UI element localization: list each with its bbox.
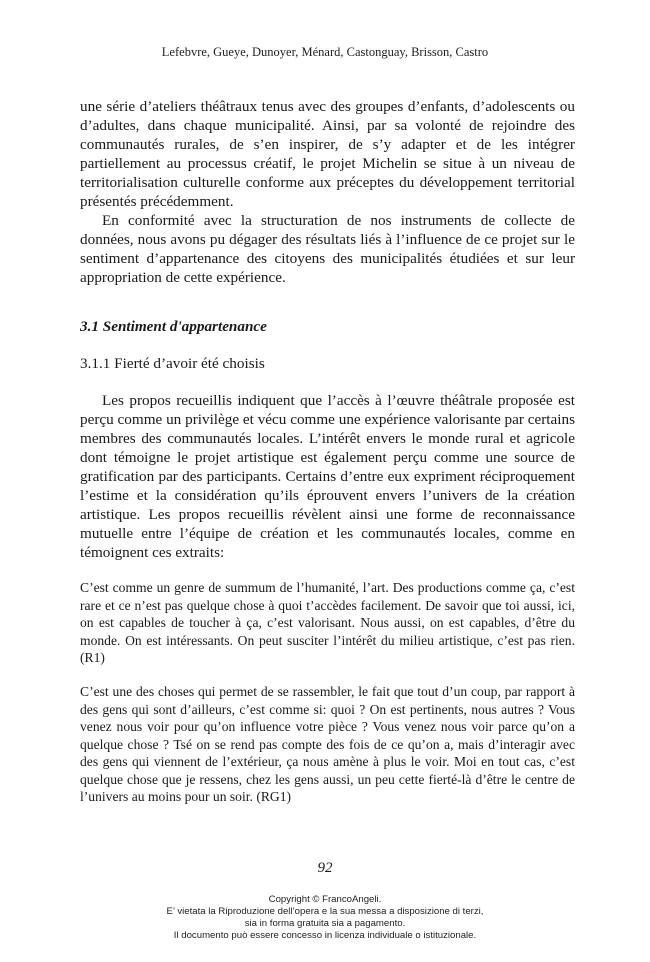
running-header: Lefebvre, Gueye, Dunoyer, Ménard, Castonguay, Brisson, Castro bbox=[161, 45, 489, 59]
intro-text-block bbox=[80, 97, 575, 287]
quote-rg1: C’est une des choses qui permet de se rassembler, le fait que tout d’un coup, par rapport à des gens qui sont d’ailleurs, c’est comme si: quoi ? On est pertinents, nous autres ? Vous venez nous voir pour qu’on influence votre pièce ? Vous venez nous voir parce qu’on a quelque chose ? Tsé on se rend pas compte des fois de ce qu’on a, mais d’interagir avec des gens qui viennent de l’extérieur, ça nous amène à plus le voir. Moi en tout cas, c’est quelque chose que je ressens, chez les gens aussi, un peu cette fierté-là d’être le centre de l’univers au moins pour un soir. (RG1) bbox=[80, 684, 575, 804]
intro-paragraph-2: En conformité avec la structuration de nos instruments de collecte de données, nous avons pu dégager des résultats liés à l’influence de ce projet sur le sentiment d’appartenance des citoyens des municipalités étudiées et sur leur appropriation de cette expérience. bbox=[80, 212, 575, 286]
page-number: 92 bbox=[317, 860, 333, 876]
copyright-line-4: Il documento può essere concesso in licenza individuale o istituzionale. bbox=[173, 930, 477, 941]
copyright-notice bbox=[0, 894, 650, 942]
copyright-line-2: E’ vietata la Riproduzione dell’opera e la sua messa a disposizione di terzi, bbox=[166, 906, 484, 917]
section-heading: 3.1 Sentiment d'appartenance bbox=[80, 318, 267, 335]
copyright-line-3: sia in forma gratuita sia a pagamento. bbox=[244, 918, 406, 929]
subsection-heading: 3.1.1 Fierté d’avoir été choisis bbox=[80, 355, 265, 372]
main-paragraph: Les propos recueillis indiquent que l’accès à l’œuvre théâtrale proposée est perçu comme un privilège et vécu comme une expérience valorisante par certains membres des communautés locales. L’intérêt envers le monde rural et agricole dont témoigne le projet artistique est également perçu comme une source de gratification par des participants. Certains d’entre eux expriment réciproquement l’estime et la considération qu’ils éprouvent envers l’univers de la création artistique. Les propos recueillis révèlent ainsi une forme de reconnaissance mutuelle entre l’équipe de création et les communautés locales, comme en témoignent ces extraits: bbox=[80, 392, 575, 561]
copyright-line-1: Copyright © FrancoAngeli. bbox=[268, 894, 382, 905]
main-text-block bbox=[80, 391, 575, 562]
intro-paragraph-1: une série d’ateliers théâtraux tenus avec des groupes d’enfants, d’adolescents ou d’adultes, dans chaque municipalité. Ainsi, par sa volonté de rejoindre des communautés rurales, de s’en inspirer, de s’y adapter et de les intégrer partiellement au processus créatif, le projet Michelin se situe à un niveau de territorialisation culturelle conforme aux préceptes du développement territorial présentés précédemment. bbox=[80, 98, 575, 210]
quote-r1: C’est comme un genre de summum de l’humanité, l’art. Des productions comme ça, c’est rare et ce n’est pas quelque chose à quoi t’accèdes facilement. De savoir que toi aussi, ici, on est capables de toucher à ça, c’est valorisant. Nous aussi, on est capables, d’être du monde. On est intéressants. On peut susciter l’intérêt du milieu artistique, c’est pas rien. (R1) bbox=[80, 580, 575, 665]
